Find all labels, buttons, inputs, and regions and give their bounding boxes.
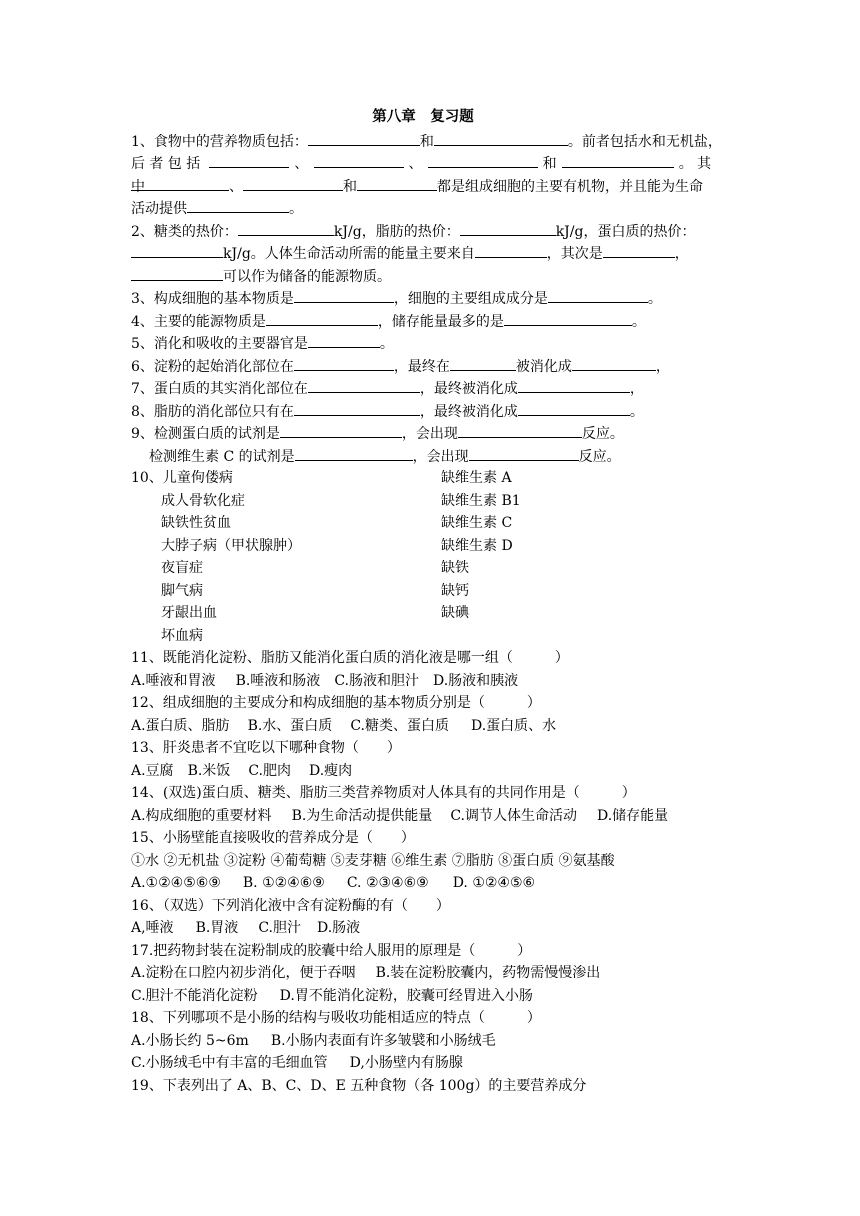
question-16-stem: 16、（双选）下列消化液中含有淀粉酶的有（ ） <box>131 897 450 914</box>
blank[interactable] <box>308 332 380 348</box>
blank[interactable] <box>475 242 547 258</box>
question-1-line-3: 、 和 都是组成细胞的主要有机物，并且能为生命 <box>131 175 715 198</box>
question-17-options-2 <box>131 985 715 1008</box>
blank[interactable] <box>518 377 630 393</box>
question-5: 5、消化和吸收的主要器官是 。 <box>131 332 715 355</box>
question-12-options <box>131 715 715 738</box>
question-9-line-2: 检测维生素 C 的试剂是 ，会出现 反应。 <box>131 445 715 468</box>
question-8: 8、脂肪的消化部位只有在 ，最终被消化成 。 <box>131 400 715 423</box>
question-2-line-3: 可以作为储备的能源物质。 <box>131 265 715 288</box>
question-10-row: 夜盲症 缺铁 <box>161 560 469 576</box>
option-b[interactable]: B.水、蛋白质 <box>247 717 333 734</box>
worksheet <box>131 106 722 1097</box>
question-10-row: 牙龈出血 缺碘 <box>161 605 469 621</box>
question-13-options <box>131 760 715 783</box>
question-1-line-2: 后者包括 、 、 和 。其中 <box>131 152 715 175</box>
blank[interactable] <box>428 152 538 168</box>
question-11-options <box>131 670 715 693</box>
question-10-row: 成人骨软化症 缺维生素 B1 <box>161 492 521 509</box>
option-a[interactable]: A.构成细胞的重要材料 <box>131 807 272 824</box>
blank[interactable] <box>548 287 648 303</box>
question-18-stem: 18、下列哪项不是小肠的结构与吸收功能相适应的特点（ ） <box>131 1010 541 1026</box>
blank[interactable] <box>572 355 656 371</box>
blank[interactable] <box>209 152 289 168</box>
option-a[interactable]: A.淀粉在口腔内初步消化，便于吞咽 <box>131 965 356 981</box>
blank[interactable] <box>131 242 223 258</box>
question-19-stem: 19、下表列出了 A、B、C、D、E 五种食物（各 100g）的主要营养成分 <box>131 1077 587 1094</box>
blank[interactable] <box>518 400 630 416</box>
blank[interactable] <box>295 445 413 461</box>
option-a[interactable]: A.蛋白质、脂肪 <box>131 717 230 734</box>
blank[interactable] <box>450 355 516 371</box>
option-b[interactable]: B.小肠内表面有许多皱襞和小肠绒毛 <box>270 1032 496 1049</box>
blank[interactable] <box>131 265 223 281</box>
question-9-line-1: 9、检测蛋白质的试剂是 ，会出现 反应。 <box>131 422 715 445</box>
blank[interactable] <box>131 175 229 191</box>
option-b[interactable]: B.装在淀粉胶囊内，药物需慢慢渗出 <box>375 965 601 981</box>
blank[interactable] <box>460 220 556 236</box>
question-10-row: 坏血病 <box>161 627 203 644</box>
question-10-row: 大脖子病（甲状腺肿） 缺维生素 D <box>161 537 513 554</box>
question-18-options-2 <box>131 1052 715 1075</box>
question-15-stem: 15、小肠壁能直接吸收的营养成分是（ ） <box>131 830 415 846</box>
question-15-options <box>131 872 715 895</box>
blank[interactable] <box>603 242 675 258</box>
blank[interactable] <box>357 175 437 191</box>
question-18-options-1 <box>131 1030 715 1053</box>
blank[interactable] <box>434 130 568 146</box>
question-2-line-1: 2、糖类的热价： kJ/g，脂肪的热价： kJ/g，蛋白质的热价： <box>131 220 715 243</box>
question-16-options <box>131 917 715 940</box>
blank[interactable] <box>238 220 334 236</box>
blank[interactable] <box>280 422 402 438</box>
option-c[interactable]: C.胆汁不能消化淀粉 <box>131 987 258 1004</box>
blank[interactable] <box>458 422 582 438</box>
option-c[interactable]: C.肠液和胆汁 <box>334 672 419 689</box>
option-a[interactable]: A.①②④⑤⑥⑨ <box>131 875 221 891</box>
option-d[interactable]: D,小肠壁内有肠腺 <box>349 1055 463 1071</box>
question-10-row: 脚气病 缺钙 <box>161 582 469 599</box>
option-d[interactable]: D.肠液和胰液 <box>432 672 519 689</box>
blank[interactable] <box>469 445 579 461</box>
blank[interactable] <box>294 400 420 416</box>
option-b[interactable]: B.米饭 <box>187 762 231 779</box>
blank[interactable] <box>243 175 343 191</box>
blank[interactable] <box>314 152 404 168</box>
option-c[interactable]: C.调节人体生命活动 <box>450 807 577 824</box>
option-b[interactable]: B.胃液 <box>195 920 239 936</box>
blank[interactable] <box>294 355 394 371</box>
question-6: 6、淀粉的起始消化部位在 ，最终在 被消化成 ， <box>131 355 715 378</box>
question-14-stem: 14、(双选)蛋白质、糖类、脂肪三类营养物质对人体具有的共同作用是（ ） <box>131 785 636 801</box>
blank[interactable] <box>266 310 378 326</box>
question-4: 4、主要的能源物质是 ，储存能量最多的是 。 <box>131 310 715 333</box>
option-c[interactable]: C.小肠绒毛中有丰富的毛细血管 <box>131 1055 328 1071</box>
question-14-options <box>131 805 715 828</box>
question-3: 3、构成细胞的基本物质是 ，细胞的主要组成成分是 。 <box>131 287 715 310</box>
blank[interactable] <box>187 197 289 213</box>
question-1-line-4: 活动提供 。 <box>131 197 715 220</box>
option-a[interactable]: A.唾液和胃液 <box>131 672 216 689</box>
option-c[interactable]: C.胆汁 <box>258 920 301 936</box>
option-d[interactable]: D.瘦肉 <box>308 762 353 779</box>
question-7: 7、蛋白质的其实消化部位在 ，最终被消化成 ， <box>131 377 715 400</box>
option-c[interactable]: C. ②③④⑥⑨ <box>346 875 429 891</box>
option-a[interactable]: A.小肠长约 5~6m <box>131 1032 249 1049</box>
question-11-stem: 11、既能消化淀粉、脂肪又能消化蛋白质的消化液是哪一组（ ） <box>131 650 569 666</box>
question-13-stem: 13、肝炎患者不宜吃以下哪种食物（ ） <box>131 740 401 756</box>
option-d[interactable]: D.储存能量 <box>596 807 669 824</box>
option-d[interactable]: D.肠液 <box>316 920 361 936</box>
blank[interactable] <box>562 152 674 168</box>
blank[interactable] <box>294 287 394 303</box>
question-15-items: ①水 ②无机盐 ③淀粉 ④葡萄糖 ⑤麦芽糖 ⑥维生素 ⑦脂肪 ⑧蛋白质 ⑨氨基酸 <box>131 852 615 869</box>
option-b[interactable]: B.为生命活动提供能量 <box>291 807 433 824</box>
question-2-line-2: kJ/g。人体生命活动所需的能量主要来自 ，其次是 ， <box>131 242 715 265</box>
blank[interactable] <box>308 377 420 393</box>
option-a[interactable]: A,唾液 <box>131 920 174 936</box>
question-10-row: 缺铁性贫血 缺维生素 C <box>161 515 513 531</box>
blank[interactable] <box>504 310 632 326</box>
option-c[interactable]: C.肥肉 <box>248 762 291 779</box>
option-c[interactable]: C.糖类、蛋白质 <box>350 717 449 734</box>
option-b[interactable]: B.唾液和肠液 <box>235 672 321 689</box>
question-12-stem: 12、组成细胞的主要成分和构成细胞的基本物质分别是（ ） <box>131 695 541 711</box>
question-10-row: 10、儿童佝偻病 缺维生素 A <box>131 470 512 486</box>
option-d[interactable]: D. ①②④⑤⑥ <box>452 875 536 891</box>
page-title: 第八章 复习题 <box>372 108 474 125</box>
option-b[interactable]: B. ①②④⑥⑨ <box>242 875 325 891</box>
blank[interactable] <box>308 130 420 146</box>
option-d[interactable]: D.蛋白质、水 <box>470 717 557 734</box>
option-a[interactable]: A.豆腐 <box>131 762 174 779</box>
option-d[interactable]: D.胃不能消化淀粉，胶囊可经胃进入小肠 <box>279 987 533 1004</box>
question-1-line-1: 1、食物中的营养物质包括： 和 。前者包括水和无机盐， <box>131 130 715 153</box>
question-17-stem: 17.把药物封装在淀粉制成的胶囊中给人服用的原理是（ ） <box>131 942 532 959</box>
question-17-options-1 <box>131 962 715 985</box>
